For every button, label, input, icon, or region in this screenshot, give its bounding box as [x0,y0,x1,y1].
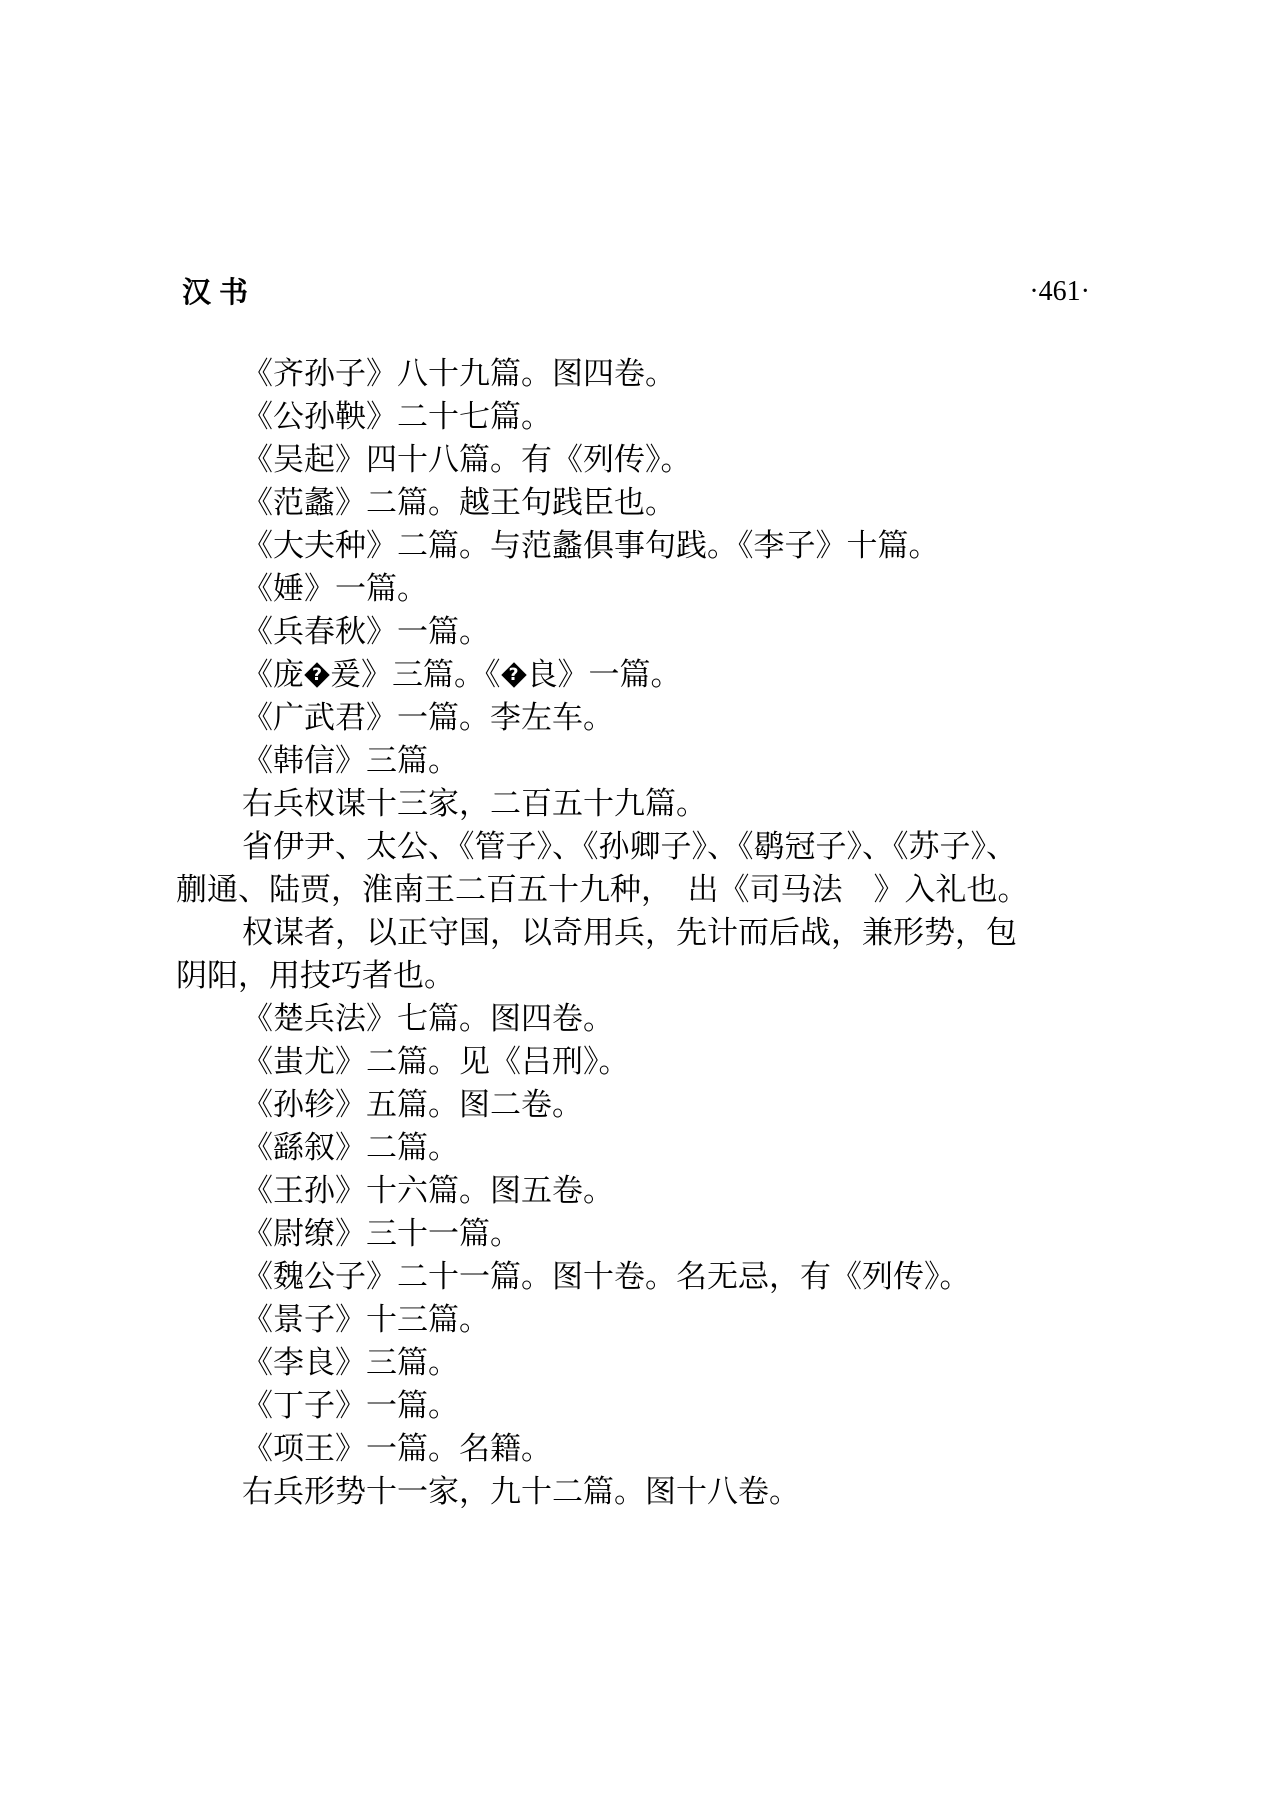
book-title: 汉书 [182,275,257,309]
text-line: 《王孙》十六篇。图五卷。 [242,1173,614,1209]
text-line: 《齐孙子》八十九篇。图四卷。 [242,356,676,392]
section-summary-line: 右兵权谋十三家，二百五十九篇。 [242,786,707,822]
text-segment: 《庞 [242,657,304,693]
text-line: 《孙轸》五篇。图二卷。 [242,1087,583,1123]
text-segment: 爰》三篇。《 [330,657,501,693]
text-line: 《李良》三篇。 [242,1345,459,1381]
text-line: 《娷》一篇。 [242,571,428,607]
text-line: 省伊尹、太公、《管子》、《孙卿子》、《鹖冠子》、《苏子》、 [242,829,1017,865]
text-line: 阴阳，用技巧者也。 [176,958,455,994]
page-body [176,353,1096,1514]
text-line: 《楚兵法》七篇。图四卷。 [242,1001,614,1037]
text-line: 《魏公子》二十一篇。图十卷。名无忌，有《列传》。 [242,1259,971,1295]
section-summary-line: 右兵形势十一家，九十二篇。图十八卷。 [242,1474,800,1510]
text-line [176,654,1096,697]
text-line: 《公孙鞅》二十七篇。 [242,399,552,435]
replacement-character-icon [502,663,526,687]
text-line: 《繇叙》二篇。 [242,1130,459,1166]
text-line: 《项王》一篇。名籍。 [242,1431,552,1467]
text-line: 《景子》十三篇。 [242,1302,490,1338]
text-line: 《蚩尤》二篇。见《吕刑》。 [242,1044,630,1080]
text-line: 《吴起》四十八篇。有《列传》。 [242,442,692,478]
text-line: 《丁子》一篇。 [242,1388,459,1424]
text-line: 《尉缭》三十一篇。 [242,1216,521,1252]
text-line: 《广武君》一篇。李左车。 [242,700,614,736]
text-segment: 良》一篇。 [526,657,682,693]
text-line: 《兵春秋》一篇。 [242,614,490,650]
text-line: 《范蠡》二篇。越王句践臣也。 [242,485,676,521]
page-number: ·461· [1029,276,1090,307]
text-line: 蒯通、陆贾，淮南王二百五十九种， 出《司马法 》入礼也。 [176,872,1029,908]
text-line: 《韩信》三篇。 [242,743,459,779]
page-header [182,272,1090,314]
text-line: 《大夫种》二篇。与范蠡俱事句践。《李子》十篇。 [242,528,940,564]
text-line: 权谋者，以正守国，以奇用兵，先计而后战，兼形势，包 [242,915,1017,951]
replacement-character-icon [305,663,329,687]
